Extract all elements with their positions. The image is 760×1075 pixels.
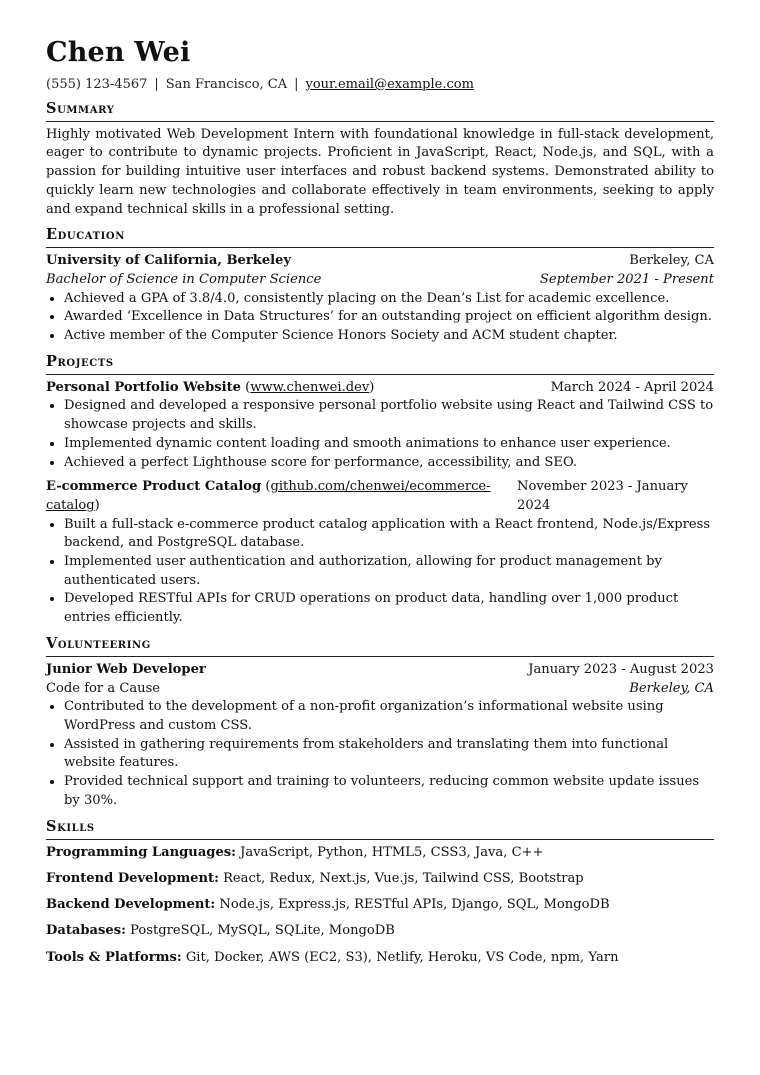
contact-line	[46, 76, 714, 95]
skill-label: Databases:	[46, 923, 126, 939]
education-degree-row	[46, 271, 714, 290]
degree: Bachelor of Science in Computer Science	[46, 271, 322, 287]
skill-value: React, Redux, Next.js, Vue.js, Tailwind CSS, Bootstrap	[223, 870, 584, 886]
project-entry	[46, 379, 714, 473]
skill-label: Frontend Development:	[46, 870, 219, 886]
skill-label: Backend Development:	[46, 897, 216, 913]
skill-value: Git, Docker, AWS (EC2, S3), Netlify, Heroku, VS Code, npm, Yarn	[185, 949, 619, 965]
list-item: • Awarded ‘Excellence in Data Structures’ for an outstanding project on efficient algorithm design.	[64, 308, 714, 327]
project-dates: March 2024 - April 2024	[550, 379, 714, 395]
project-entry	[46, 478, 714, 628]
skill-row	[46, 949, 714, 968]
project-header: E-commerce Product Catalog (github.com/chenwei/ecommerce-catalog) November 2023 - January 2024	[46, 478, 714, 515]
projects-section	[46, 352, 714, 628]
list-item: • Developed RESTful APIs for CRUD operations on product data, handling over 1,000 product entries efficiently.	[64, 590, 714, 627]
section-title-summary: Summary	[46, 99, 714, 122]
skill-row	[46, 844, 714, 863]
list-item: • Provided technical support and training to volunteers, reducing common website update issues by 30%.	[64, 773, 714, 810]
volunteer-dates: January 2023 - August 2023	[528, 661, 714, 677]
location: San Francisco, CA	[165, 77, 288, 92]
list-item: • Built a full-stack e-commerce product catalog application with a React frontend, Node.js/Express backend, and PostgreSQL database.	[64, 516, 714, 553]
project-link[interactable]: www.chenwei.dev	[250, 379, 370, 395]
education-section	[46, 225, 714, 346]
project-link[interactable]: github.com/chenwei/ecommerce-catalog	[46, 479, 491, 513]
education-bullets	[46, 290, 714, 346]
summary-text: Highly motivated Web Development Intern with foundational knowledge in full-stack development, eager to contribute to dynamic projects. Proficient in JavaScript, React, Node.js, and SQL, with a passion for building intuitive user interfaces and robust backend systems. Demonstrated ability to quickly learn new technologies and collaborate effectively in team environments, seeking to apply and expand technical skills in a professional setting.	[46, 126, 714, 217]
skill-label: Programming Languages:	[46, 844, 236, 860]
list-item: • Achieved a perfect Lighthouse score for performance, accessibility, and SEO.	[64, 454, 714, 473]
list-item: • Designed and developed a responsive personal portfolio website using React and Tailwind CSS to showcase projects and skills.	[64, 397, 714, 434]
email-link[interactable]: your.email@example.com	[305, 77, 474, 92]
education-dates: September 2021 - Present	[539, 271, 714, 287]
volunteer-org-row	[46, 680, 714, 699]
separator: |	[294, 77, 299, 92]
list-item: • Active member of the Computer Science Honors Society and ACM student chapter.	[64, 327, 714, 346]
section-title-projects: Projects	[46, 352, 714, 375]
volunteer-role: Junior Web Developer	[46, 661, 206, 677]
skill-row	[46, 922, 714, 941]
project-name: Personal Portfolio Website	[46, 379, 241, 395]
education-header	[46, 252, 714, 271]
skills-section	[46, 817, 714, 968]
section-title-volunteering: Volunteering	[46, 634, 714, 657]
list-item: • Implemented user authentication and authorization, allowing for product management by authenticated users.	[64, 553, 714, 590]
project-bullets	[46, 397, 714, 472]
volunteer-org: Code for a Cause	[46, 680, 161, 696]
skill-value: JavaScript, Python, HTML5, CSS3, Java, C++	[240, 844, 544, 860]
candidate-name: Chen Wei	[46, 37, 191, 68]
skill-row	[46, 896, 714, 915]
list-item: • Implemented dynamic content loading and smooth animations to enhance user experience.	[64, 435, 714, 454]
list-item: • Assisted in gathering requirements from stakeholders and translating them into functional website features.	[64, 736, 714, 773]
project-dates: November 2023 - January 2024	[517, 479, 688, 513]
phone: (555) 123-4567	[46, 77, 148, 92]
skill-value: Node.js, Express.js, RESTful APIs, Django, SQL, MongoDB	[219, 897, 610, 913]
volunteer-header	[46, 661, 714, 680]
section-title-skills: Skills	[46, 817, 714, 840]
project-name: E-commerce Product Catalog	[46, 479, 262, 495]
school-location: Berkeley, CA	[629, 253, 714, 269]
volunteering-section	[46, 634, 714, 811]
separator: |	[154, 77, 159, 92]
volunteer-bullets	[46, 698, 714, 810]
project-bullets	[46, 516, 714, 628]
skill-row	[46, 870, 714, 889]
volunteer-location: Berkeley, CA	[629, 680, 714, 696]
list-item: • Achieved a GPA of 3.8/4.0, consistently placing on the Dean’s List for academic excellence.	[64, 290, 714, 309]
skill-label: Tools & Platforms:	[46, 949, 182, 965]
list-item: • Contributed to the development of a non-profit organization’s informational website using WordPress and custom CSS.	[64, 698, 714, 735]
project-header: Personal Portfolio Website (www.chenwei.dev) March 2024 - April 2024	[46, 379, 714, 398]
skill-value: PostgreSQL, MySQL, SQLite, MongoDB	[130, 923, 395, 939]
section-title-education: Education	[46, 225, 714, 248]
school-name: University of California, Berkeley	[46, 253, 292, 269]
summary-section	[46, 99, 714, 220]
